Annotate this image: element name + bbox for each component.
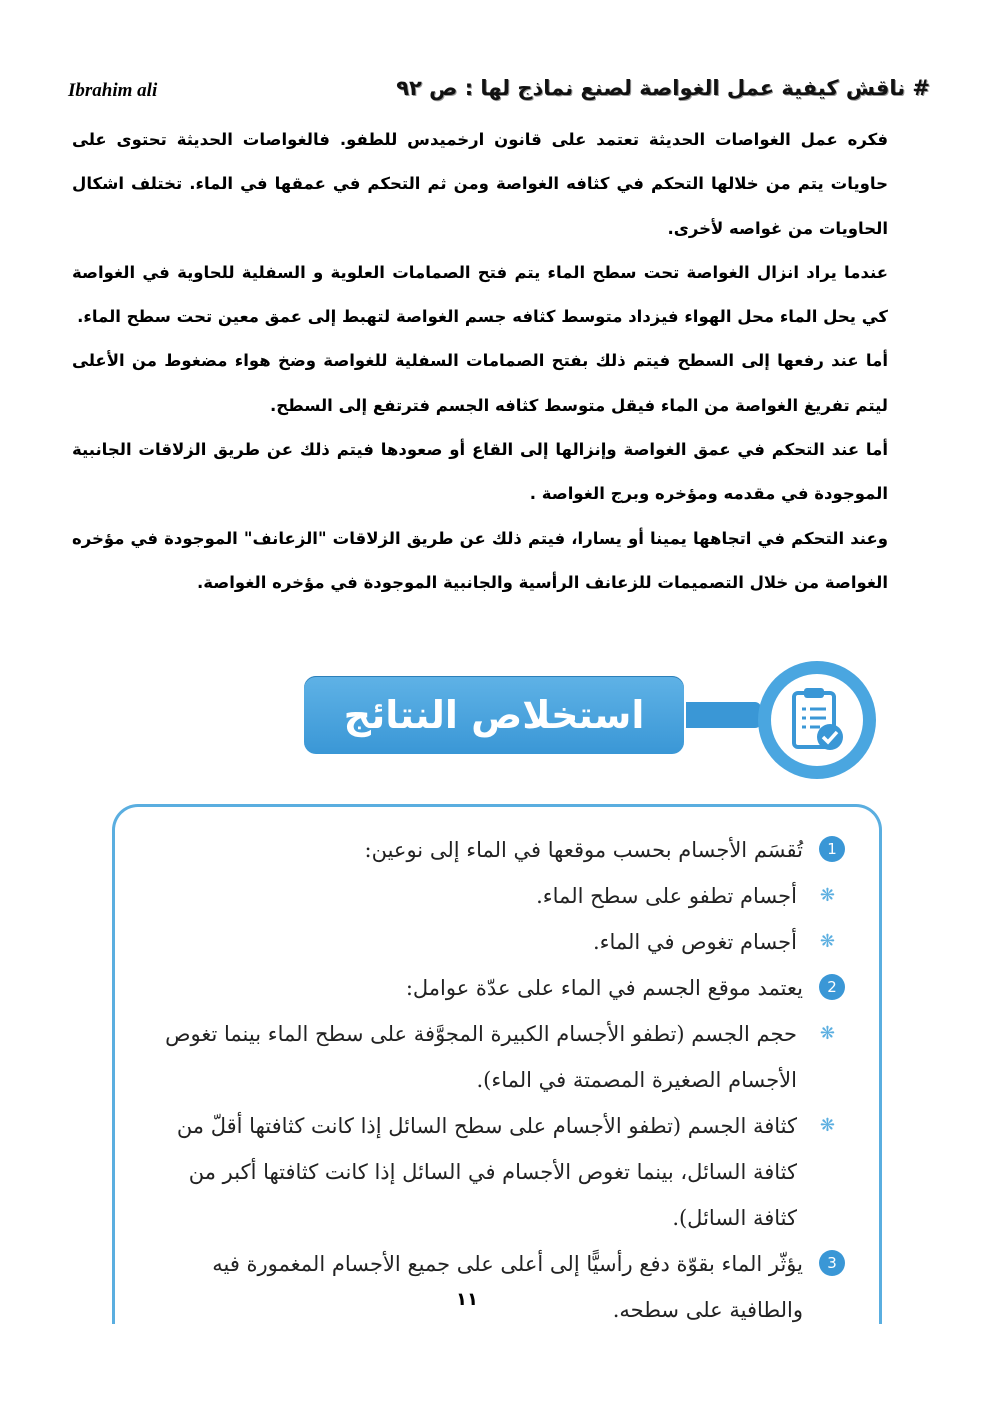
bullet-star-icon: ❋ <box>819 931 835 952</box>
list-item <box>145 965 845 1011</box>
body-text <box>72 118 888 605</box>
bullet-star-icon: ❋ <box>819 1115 835 1136</box>
banner-title: استخلاص النتائج <box>304 676 684 754</box>
list-item <box>145 1241 845 1333</box>
item-text: يؤثّر الماء بقوّة دفع رأسيًّا إلى أعلى على جميع الأجسام المغمورة فيه والطافية على سطحه. <box>212 1252 803 1322</box>
clipboard-check-icon <box>771 674 863 766</box>
bullet-star-icon: ❋ <box>819 1023 835 1044</box>
paragraph: وعند التحكم في اتجاهها يمينا أو يسارا، فيتم ذلك عن طريق الزلاقات "الزعانف" الموجودة في مؤخره الغواصة من خلال التصميمات للزعانف الرأسية والجانبية الموجودة في مؤخره الغواصة. <box>72 528 888 592</box>
item-text: كثافة الجسم (تطفو الأجسام على سطح السائل إذا كانت كثافتها أقلّ من كثافة السائل، بينما تغوص الأجسام في السائل إذا كانت كثافتها أكبر من كثافة السائل). <box>176 1114 797 1230</box>
item-number: 3 <box>819 1250 845 1276</box>
page-number: ١١ <box>456 1289 478 1310</box>
list-item <box>145 873 845 919</box>
item-text: أجسام تطفو على سطح الماء. <box>536 884 797 908</box>
paragraph: أما عند التحكم في عمق الغواصة وإنزالها إلى القاع أو صعودها فيتم ذلك عن طريق الزلاقات الجانبية الموجودة في مقدمه ومؤخره وبرج الغواصة . <box>72 440 888 504</box>
list-item <box>145 1103 845 1241</box>
item-number: 1 <box>819 836 845 862</box>
banner-tail <box>686 702 761 728</box>
badge <box>758 661 876 779</box>
item-text: تُقسَم الأجسام بحسب موقعها في الماء إلى نوعين: <box>364 838 803 862</box>
page-heading: # ناقش كيفية عمل الغواصة لصنع نماذج لها : ص ٩٢ <box>396 76 930 100</box>
bullet-star-icon: ❋ <box>819 885 835 906</box>
item-text: أجسام تغوص في الماء. <box>592 930 797 954</box>
item-number: 2 <box>819 974 845 1000</box>
list-item <box>145 919 845 965</box>
conclusions-figure <box>106 658 886 1322</box>
conclusions-list <box>145 827 845 1333</box>
item-text: يعتمد موقع الجسم في الماء على عدّة عوامل: <box>405 976 803 1000</box>
item-text: حجم الجسم (تطفو الأجسام الكبيرة المجوَّفة على سطح الماء بينما تغوص الأجسام الصغيرة المصمتة في الماء). <box>165 1022 797 1092</box>
list-item <box>145 827 845 873</box>
conclusions-box <box>112 804 882 1324</box>
author-name: Ibrahim ali <box>68 80 158 101</box>
paragraph: فكره عمل الغواصات الحديثة تعتمد على قانون ارخميدس للطفو. فالغواصات الحديثة تحتوى على حاويات يتم من خلالها التحكم في كثافه الغواصة ومن ثم التحكم في عمقها في الماء. تختلف اشكال الحاويات من غواصه لأخرى. <box>72 130 888 238</box>
paragraph: عندما يراد انزال الغواصة تحت سطح الماء يتم فتح الصمامات العلوية و السفلية للحاوية في الغواصة كي يحل الماء محل الهواء فيزداد متوسط كثافه جسم الغواصة لتهبط إلى عمق معين تحت سطح الماء. <box>72 262 888 327</box>
paragraph: أما عند رفعها إلى السطح فيتم ذلك بفتح الصمامات السفلية للغواصة وضخ هواء مضغوط من الأعلى ليتم تفريغ الغواصة من الماء فيقل متوسط كثافه الجسم فترتفع إلى السطح. <box>72 351 888 415</box>
figure-header <box>106 658 886 793</box>
list-item <box>145 1011 845 1103</box>
